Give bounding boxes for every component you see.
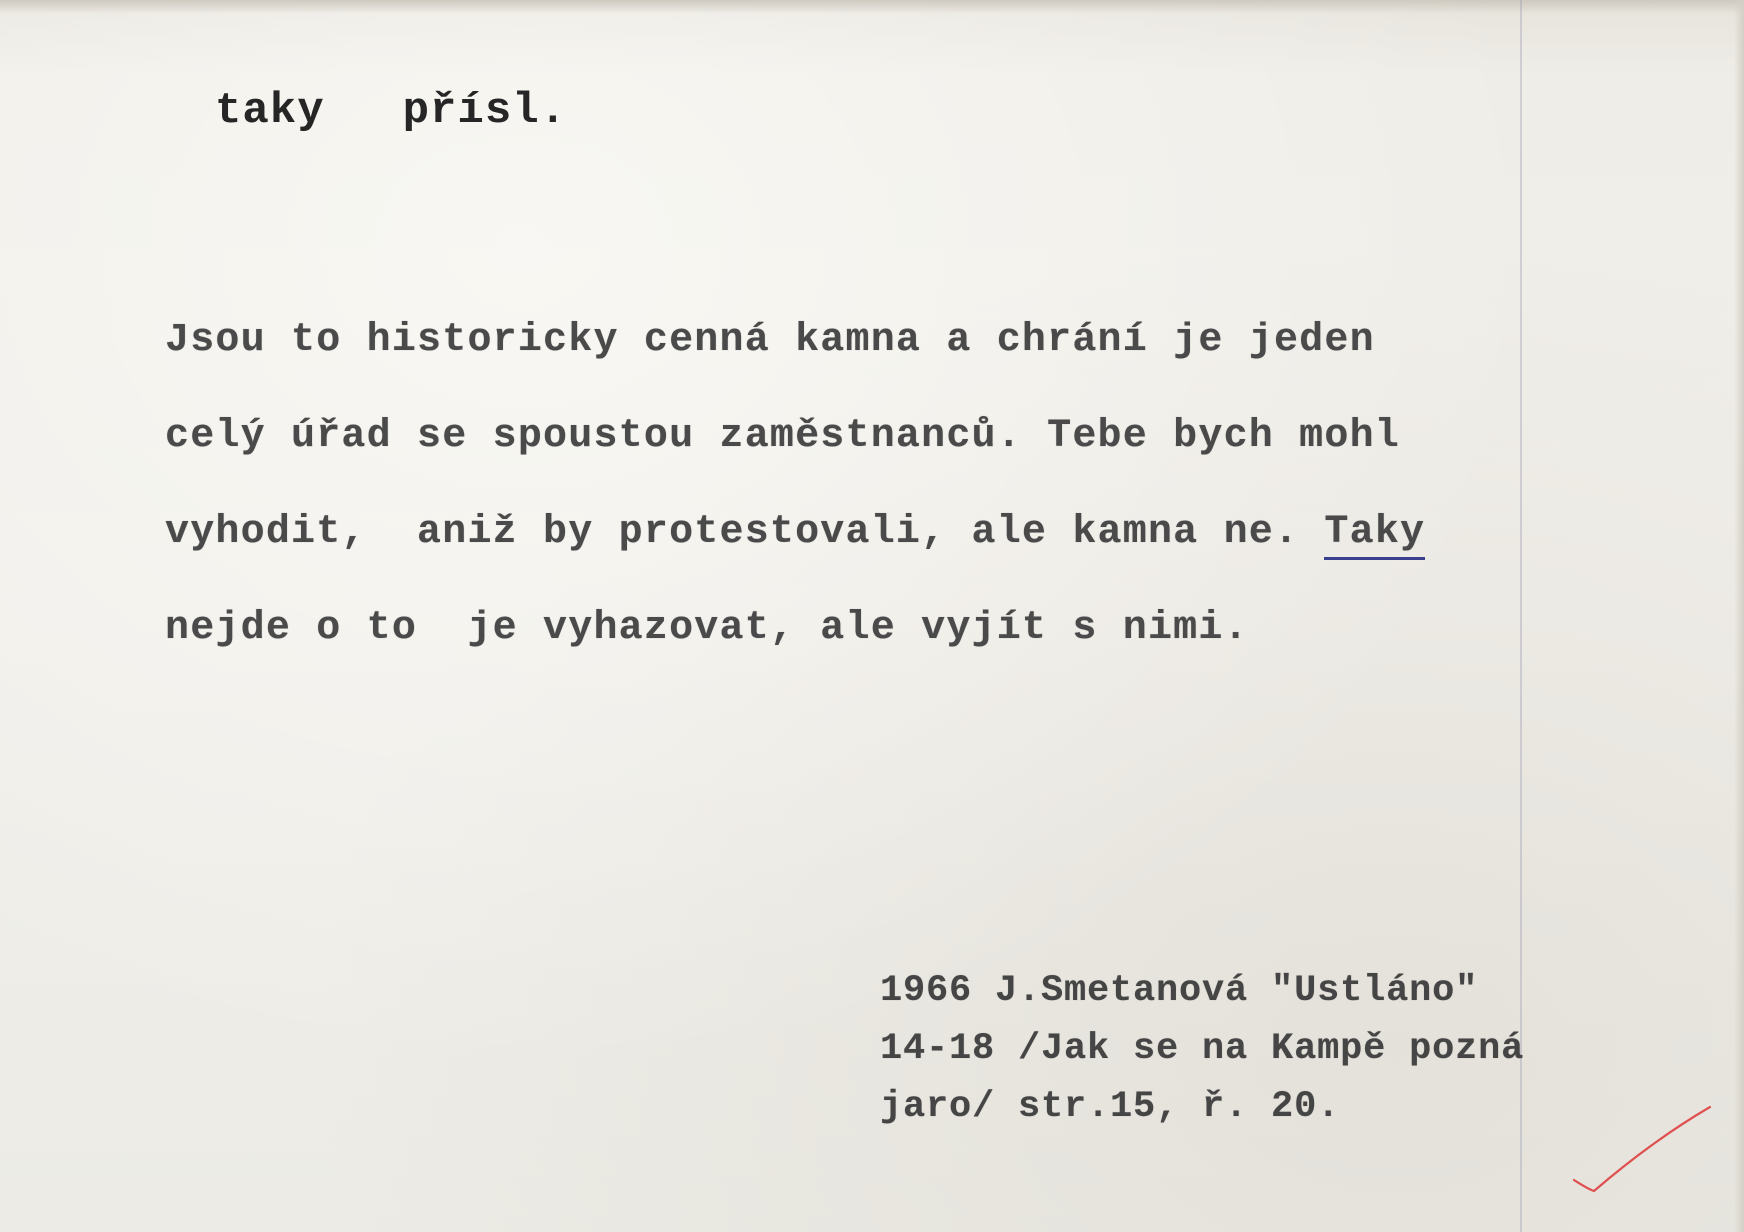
- source-line-1: 1966 J.Smetanová "Ustláno": [880, 970, 1479, 1012]
- source-line-3: jaro/ str.15, ř. 20.: [880, 1086, 1341, 1128]
- quotation-block: [165, 318, 1545, 702]
- quote-line-1: Jsou to historicky cenná kamna a chrání je jeden: [165, 318, 1375, 363]
- headword-line: [215, 86, 567, 136]
- card-edge-shadow: [1734, 0, 1744, 1232]
- red-tick-mark-icon: [1572, 1105, 1712, 1195]
- underlined-headword: Taky: [1324, 510, 1425, 560]
- quote-line-3-text: vyhodit, aniž by protestovali, ale kamna ne.: [165, 510, 1300, 555]
- quote-line-3: [165, 510, 1545, 606]
- quote-line-2: celý úřad se spoustou zaměstnanců. Tebe bych mohl: [165, 414, 1400, 459]
- quote-line-4: nejde o to je vyhazovat, ale vyjít s nimi.: [165, 606, 1249, 651]
- headword: taky: [215, 86, 325, 136]
- grammatical-label: přísl.: [402, 86, 568, 136]
- source-line-2: 14-18 /Jak se na Kampě pozná: [880, 1028, 1525, 1070]
